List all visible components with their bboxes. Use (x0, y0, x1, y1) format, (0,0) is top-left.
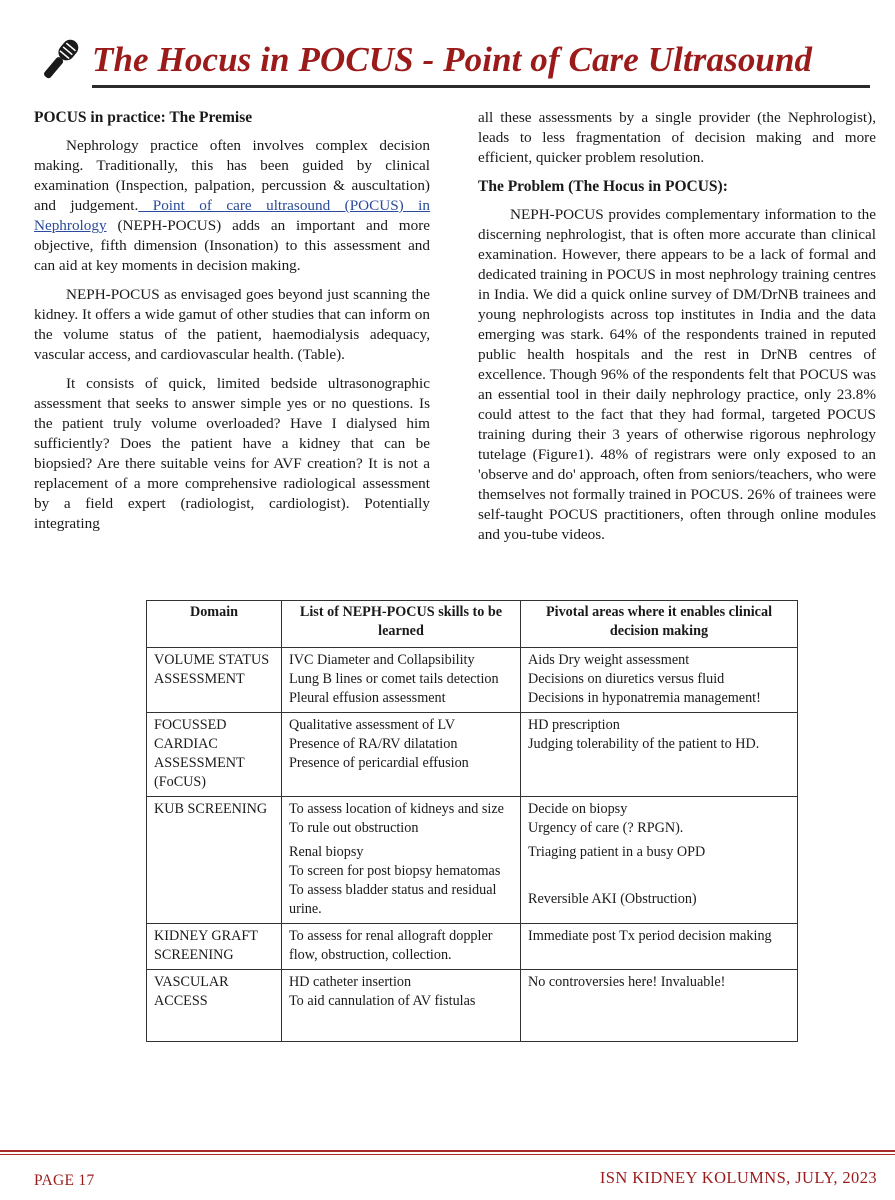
table-row (147, 797, 798, 924)
skill-item: To assess for renal allograft doppler flow, obstruction, collection. (289, 928, 493, 963)
page-header (30, 30, 870, 92)
footer-rule (0, 1150, 895, 1152)
skill-item: Presence of RA/RV dilatation (289, 736, 458, 752)
paragraph: all these assessments by a single provider (the Nephrologist), leads to less fragmentation of decision making and more efficient, quicker problem resolution. (478, 109, 876, 166)
area-item: No controversies here! Invaluable! (528, 974, 726, 990)
area-item: Decisions on diuretics versus fluid (528, 671, 725, 687)
page-title: The Hocus in POCUS - Point of Care Ultrasound (92, 40, 813, 79)
page-number: PAGE 17 (34, 1172, 95, 1189)
areas-cell (521, 713, 798, 797)
column-header: List of NEPH-POCUS skills to be learned (282, 601, 521, 648)
publication-name: ISN KIDNEY KOLUMNS, JULY, 2023 (599, 1168, 877, 1187)
paragraph: It consists of quick, limited bedside ultrasonographic assessment that seeks to answer simple yes or no questions. Is the patient truly volume overloaded? Have I dialysed him sufficiently? Does the patient have a kidney that can be biopsied? Are there suitable veins for AVF creation? It is not a replacement of a more comprehensive radiological assessment by a field expert (radiologist, cardiologist). Potentially integrating (34, 375, 430, 532)
domain-cell: KIDNEY GRAFT SCREENING (147, 924, 282, 970)
skill-item: IVC Diameter and Collapsibility (289, 652, 475, 668)
left-column (34, 108, 430, 543)
paragraph: NEPH-POCUS as envisaged goes beyond just scanning the kidney. It offers a wide gamut of other studies that can inform on the volume status of the patient, haemodialysis adequacy, vascular access, and cardiovascular health. (Table). (34, 286, 430, 363)
table-header-row (147, 601, 798, 648)
skill-item: To rule out obstruction (289, 820, 419, 836)
table-row (147, 713, 798, 797)
area-item: HD prescription (528, 717, 620, 733)
paragraph-text: (NEPH-POCUS) adds an important and more objective, fifth dimension (Insonation) to this assessment and can aid at key moments in decision making. (34, 217, 430, 274)
domain-cell: FOCUSSED CARDIAC ASSESSMENT (FoCUS) (147, 713, 282, 797)
skill-item: Lung B lines or comet tails detection (289, 671, 499, 687)
area-item: Judging tolerability of the patient to HD. (528, 736, 760, 752)
area-item: Triaging patient in a busy OPD (528, 844, 706, 860)
paragraph: NEPH-POCUS provides complementary information to the discerning nephrologist, that is often more accurate than clinical examination. However, there appears to be a lack of formal and dedicated training in POCUS in most nephrology training centres in India. We did a quick online survey of DM/DrNB trainees and young nephrologists across top institutes in India and the data emerging was stark. 64% of the respondents trained in reputed public health hospitals and the rest in DrNB centres of excellence. Though 96% of the respondents felt that POCUS was an essential tool in their daily nephrology practice, only 23.8% could attest to the fact that they had formal, targeted POCUS training during their 3 years of otherwise rigorous nephrology tutelage (Figure1). 48% of registrars were only exposed to an 'observe and do' approach, often from seniors/teachers, who were themselves not formally trained in POCUS. 26% of trainees were self-taught POCUS practitioners, often through online modules and you-tube videos. (478, 206, 876, 543)
skill-item: Presence of pericardial effusion (289, 755, 469, 771)
footer-rule (0, 1154, 895, 1155)
skills-cell (282, 970, 521, 1042)
paragraph (34, 136, 430, 276)
column-header: Pivotal areas where it enables clinical decision making (521, 601, 798, 648)
area-item: Decisions in hyponatremia management! (528, 690, 761, 706)
area-item: Reversible AKI (Obstruction) (528, 891, 697, 907)
microphone-icon (34, 34, 86, 86)
areas-cell (521, 970, 798, 1042)
areas-cell (521, 924, 798, 970)
skill-item: To assess location of kidneys and size (289, 801, 504, 817)
column-header: Domain (147, 601, 282, 648)
area-item: Urgency of care (? RPGN). (528, 820, 684, 836)
area-item: Immediate post Tx period decision making (528, 928, 772, 944)
skills-cell (282, 713, 521, 797)
skill-item: To screen for post biopsy hematomas (289, 863, 501, 879)
skill-item: To aid cannulation of AV fistulas (289, 993, 476, 1009)
pocus-nephrology-link[interactable]: Point of care ultrasound (POCUS) in Nephrology (34, 197, 430, 234)
skill-item: Pleural effusion assessment (289, 690, 446, 706)
areas-cell (521, 797, 798, 924)
header-rule (92, 85, 870, 88)
skill-item: Qualitative assessment of LV (289, 717, 456, 733)
table-row (147, 648, 798, 713)
skills-cell (282, 924, 521, 970)
area-item: Decide on biopsy (528, 801, 628, 817)
spacer (528, 862, 790, 890)
skills-table (146, 600, 798, 1042)
section-heading-premise: POCUS in practice: The Premise (34, 109, 253, 126)
section-heading-problem: The Problem (The Hocus in POCUS): (478, 178, 728, 195)
domain-cell: VASCULAR ACCESS (147, 970, 282, 1042)
areas-cell (521, 648, 798, 713)
table-row (147, 970, 798, 1042)
skill-item: Renal biopsy (289, 844, 364, 860)
skills-cell (282, 648, 521, 713)
skills-cell (282, 797, 521, 924)
skill-item: HD catheter insertion (289, 974, 412, 990)
domain-cell: KUB SCREENING (147, 797, 282, 924)
domain-cell: VOLUME STATUS ASSESSMENT (147, 648, 282, 713)
skill-item: To assess bladder status and residual urine. (289, 882, 497, 917)
right-column (478, 108, 876, 554)
table-row (147, 924, 798, 970)
area-item: Aids Dry weight assessment (528, 652, 690, 668)
paragraph-text: Nephrology practice often involves complex decision making. Traditionally, this has been guided by clinical examination (Inspection, palpation, percussion & auscultation) and judgement. (34, 137, 430, 214)
